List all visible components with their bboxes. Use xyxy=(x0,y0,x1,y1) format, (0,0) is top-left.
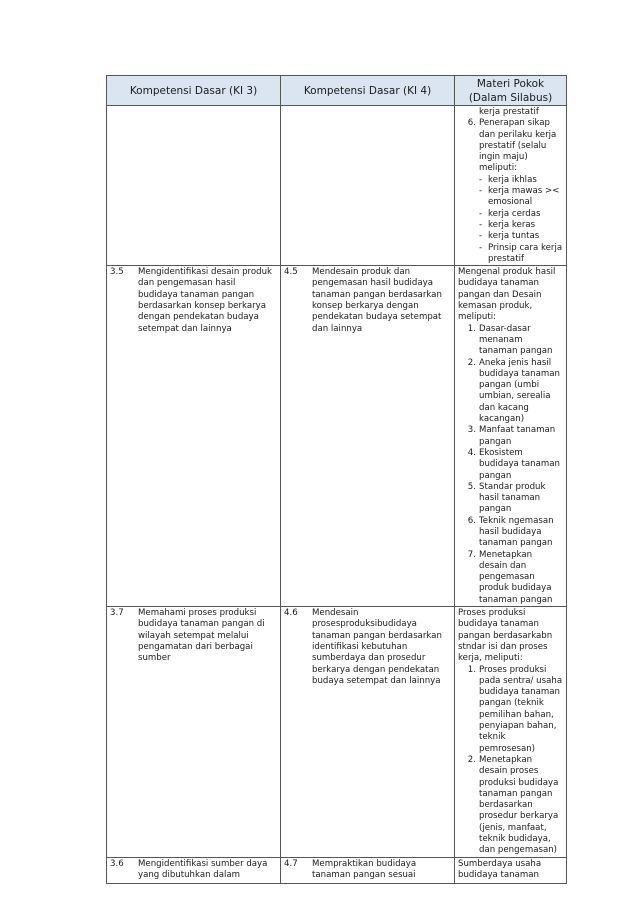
list-item: 1. Proses produksi pada sentra/ usaha budidaya tanaman pangan (teknik pemilihan bahan, penyiapan bahan, teknik pemrosesan) xyxy=(467,664,563,754)
ki3-cell xyxy=(107,607,281,858)
sub-item: - kerja mawas >< xyxy=(479,186,560,197)
materi-cell xyxy=(455,857,567,883)
list-item: 6. Teknik ngemasan hasil budidaya tanaman pangan xyxy=(467,515,554,549)
list-item: 2. Aneka jenis hasil budidaya tanaman pangan (umbi umbian, serealia dan kacang kacangan) xyxy=(467,357,560,425)
table-row xyxy=(107,857,567,883)
sub-item: - kerja cerdas xyxy=(479,208,541,219)
materi-cell xyxy=(455,607,567,858)
continued-text: kerja prestatif xyxy=(479,107,539,117)
kd-number: 4.6 xyxy=(284,608,298,619)
kd-number: 4.5 xyxy=(284,267,298,278)
sub-item: - kerja ikhlas xyxy=(479,174,537,185)
ki4-cell xyxy=(281,857,455,883)
ki4-cell xyxy=(281,266,455,607)
sub-item: - kerja tuntas xyxy=(479,231,540,242)
ki3-cell xyxy=(107,266,281,607)
table-row xyxy=(107,106,567,266)
kd-number: 3.7 xyxy=(110,608,124,619)
silabus-table xyxy=(106,75,567,884)
header-materi-line1: Materi Pokok xyxy=(476,77,545,90)
header-materi-line2: (Dalam Silabus) xyxy=(468,91,553,104)
list-item: 4. Ekosistem budidaya tanaman pangan xyxy=(467,447,560,481)
kd-text: Mendesain produk dan pengemasan hasil budidaya tanaman pangan berdasarkan konsep berkarya dengan pendekatan budaya setempat dan lainnya xyxy=(312,267,442,334)
header-row xyxy=(107,76,567,106)
ki3-cell xyxy=(107,106,281,266)
kd-number: 3.6 xyxy=(110,858,124,869)
ki4-cell xyxy=(281,607,455,858)
list-item: 7. Menetapkan desain dan pengemasan produk budidaya tanaman pangan xyxy=(467,549,553,605)
header-ki3: Kompetensi Dasar (KI 3) xyxy=(107,76,281,106)
list-item: 1. Dasar-dasar menanam tanaman pangan xyxy=(467,323,553,357)
header-materi xyxy=(455,76,567,106)
sub-item: emosional xyxy=(488,197,533,208)
kd-text: Mendesain prosesproduksibudidaya tanaman pangan berdasarkan identifikasi kebutuhan sumberdaya dan prosedur berkarya dengan pendekatan budaya setempat dan lainnya xyxy=(312,608,442,686)
materi-intro: Sumberdaya usaha budidaya tanaman xyxy=(458,858,542,880)
materi-cell xyxy=(455,106,567,266)
ki4-cell xyxy=(281,106,455,266)
list-item: 5. Standar produk hasil tanaman pangan xyxy=(467,481,546,515)
kd-number: 4.7 xyxy=(284,858,298,869)
table-row xyxy=(107,607,567,858)
materi-intro: Proses produksi budidaya tanaman pangan berdasarkabn stndar isi dan proses kerja, meliputi: xyxy=(458,608,553,664)
sub-item: - Prinsip cara kerja prestatif xyxy=(479,242,563,264)
list-item: 3. Manfaat tanaman pangan xyxy=(467,425,556,447)
kd-number: 3.5 xyxy=(110,267,124,278)
materi-intro: Mengenal produk hasil budidaya tanaman pangan dan Desain kemasan produk, meliputi: xyxy=(458,267,556,323)
header-ki4: Kompetensi Dasar (KI 4) xyxy=(281,76,455,106)
list-item: 6. Penerapan sikap dan perilaku kerja prestatif (selalu ingin maju) meliputi: xyxy=(467,118,557,174)
sub-item: - kerja keras xyxy=(479,219,536,230)
table-row xyxy=(107,266,567,607)
ki3-cell xyxy=(107,857,281,883)
kd-text: Mengidentifikasi desain produk dan pengemasan hasil budidaya tanaman pangan berdasarkan konsep berkarya dengan pendekatan budaya setempat dan lainnya xyxy=(138,267,273,334)
materi-cell xyxy=(455,266,567,607)
list-item: 2. Menetapkan desain proses produksi budidaya tanaman pangan berdasarkan prosedur berkarya (jenis, manfaat, teknik budidaya, dan pengemasan) xyxy=(467,754,559,856)
kd-text: Mengidentifikasi sumber daya yang dibutuhkan dalam xyxy=(138,858,268,880)
kd-text: Mempraktikan budidaya tanaman pangan sesuai xyxy=(312,858,417,880)
kd-text: Memahami proses produksi budidaya tanaman pangan di wilayah setempat melalui pengamatan dari berbagai sumber xyxy=(138,608,265,664)
